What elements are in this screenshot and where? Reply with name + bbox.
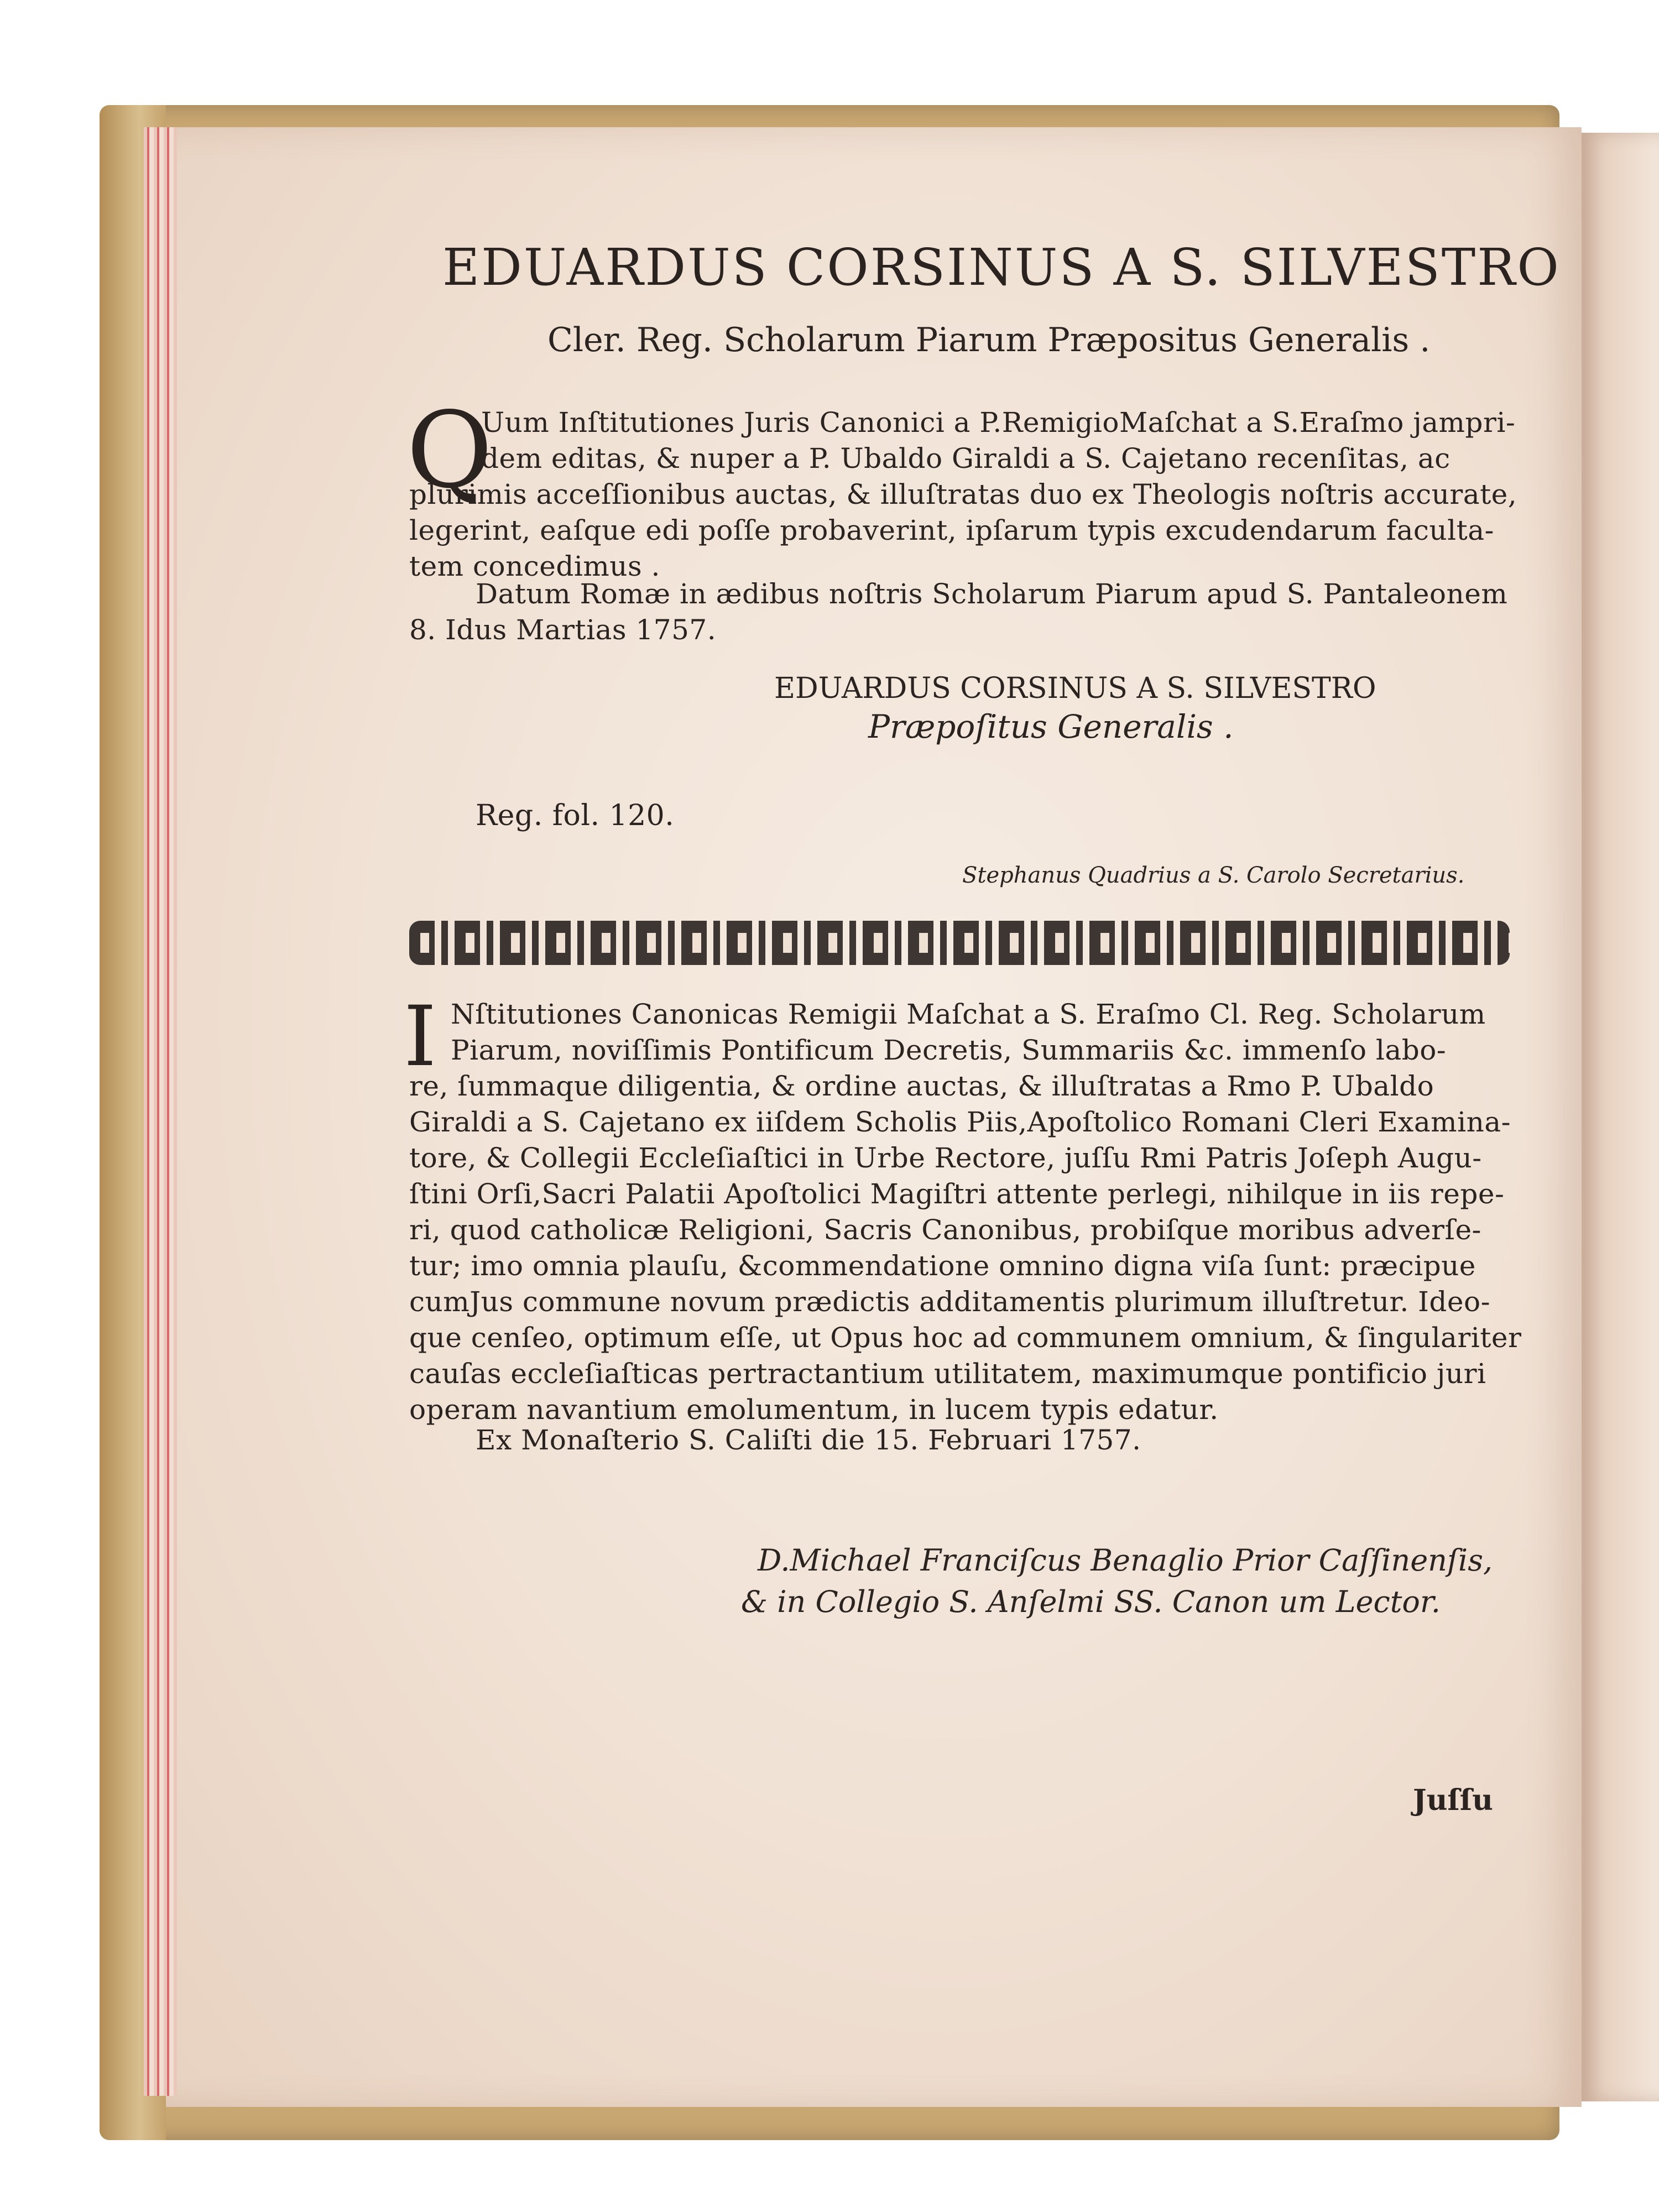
- approval-line: operam navantium emolumentum, in lucem typis edatur.: [409, 1394, 1219, 1426]
- permit-line: plurimis acceſſionibus auctas, & illuſtratas duo ex Theologis noſtris accurate,: [409, 478, 1517, 510]
- approval-line: tur; imo omnia plauſu, &commendatione omnino digna viſa ſunt: præcipue: [409, 1250, 1476, 1282]
- permit-dropcap: Q: [406, 389, 493, 512]
- page-subtitle: Cler. Reg. Scholarum Piarum Præpositus Generalis .: [547, 321, 1431, 359]
- permit-line: Uum Inſtitutiones Juris Canonici a P.RemigioMaſchat a S.Eraſmo jampri-: [481, 406, 1516, 439]
- approval-line: cauſas eccleſiaſticas pertractantium utilitatem, maximumque pontificio juri: [409, 1358, 1486, 1390]
- permit-line: legerint, eaſque edi poſſe probaverint, ipſarum typis excudendarum faculta-: [409, 514, 1494, 546]
- permit-line: tem concedimus .: [409, 550, 660, 582]
- approval-line: ſtini Orſi,Sacri Palatii Apoſtolici Magiſtri attente perlegi, nihilque in iis repe-: [409, 1178, 1505, 1210]
- permit-signature-title: Præpoſitus Generalis .: [868, 708, 1234, 745]
- approval-line: ri, quod catholicæ Religioni, Sacris Canonibus, probiſque moribus adverſe-: [409, 1214, 1481, 1246]
- approval-line: Giraldi a S. Cajetano ex iiſdem Scholis Piis,Apoſtolico Romani Cleri Examina-: [409, 1106, 1511, 1138]
- permit-signature-name: EDUARDUS CORSINUS A S. SILVESTRO: [774, 672, 1376, 705]
- permit-line: Datum Romæ in ædibus noſtris Scholarum Piarum apud S. Pantaleonem: [476, 578, 1508, 610]
- permit-line: dem editas, & nuper a P. Ubaldo Giraldi a S. Cajetano recenſitas, ac: [481, 442, 1451, 474]
- approval-signer-line: & in Collegio S. Anſelmi SS. Canon um Lector.: [741, 1584, 1441, 1619]
- approval-line: tore, & Collegii Eccleſiaſtici in Urbe Rectore, juſſu Rmi Patris Joſeph Augu-: [409, 1142, 1482, 1174]
- approval-line: Piarum, noviſſimis Pontificum Decretis, Summariis &c. immenſo labo-: [451, 1034, 1447, 1066]
- ornamental-divider: [409, 921, 1510, 965]
- approval-line: que cenſeo, optimum eſſe, ut Opus hoc ad communem omnium, & ſingulariter: [409, 1322, 1522, 1354]
- register-reference: Reg. fol. 120.: [476, 799, 675, 832]
- page-title: EDUARDUS CORSINUS A S. SILVESTRO: [442, 238, 1561, 297]
- approval-signer-line: D.Michael Franciſcus Benaglio Prior Caſſinenſis,: [758, 1543, 1493, 1578]
- approval-dropcap: I: [404, 989, 437, 1085]
- secretary-signature: Stephanus Quadrius a S. Carolo Secretarius.: [962, 863, 1465, 888]
- approval-line: re, ſummaque diligentia, & ordine auctas, & illuſtratas a Rmo P. Ubaldo: [409, 1070, 1434, 1102]
- approval-line: Ex Monaſterio S. Caliſti die 15. Februari 1757.: [476, 1424, 1141, 1456]
- permit-line: 8. Idus Martias 1757.: [409, 614, 717, 646]
- page-edges: [144, 127, 177, 2096]
- approval-line: cumJus commune novum prædictis additamentis plurimum illuſtretur. Ideo-: [409, 1286, 1491, 1318]
- catchword: Juſſu: [1413, 1783, 1493, 1817]
- approval-line: Nſtitutiones Canonicas Remigii Maſchat a S. Eraſmo Cl. Reg. Scholarum: [451, 998, 1486, 1030]
- facing-page-edge: [1582, 133, 1659, 2101]
